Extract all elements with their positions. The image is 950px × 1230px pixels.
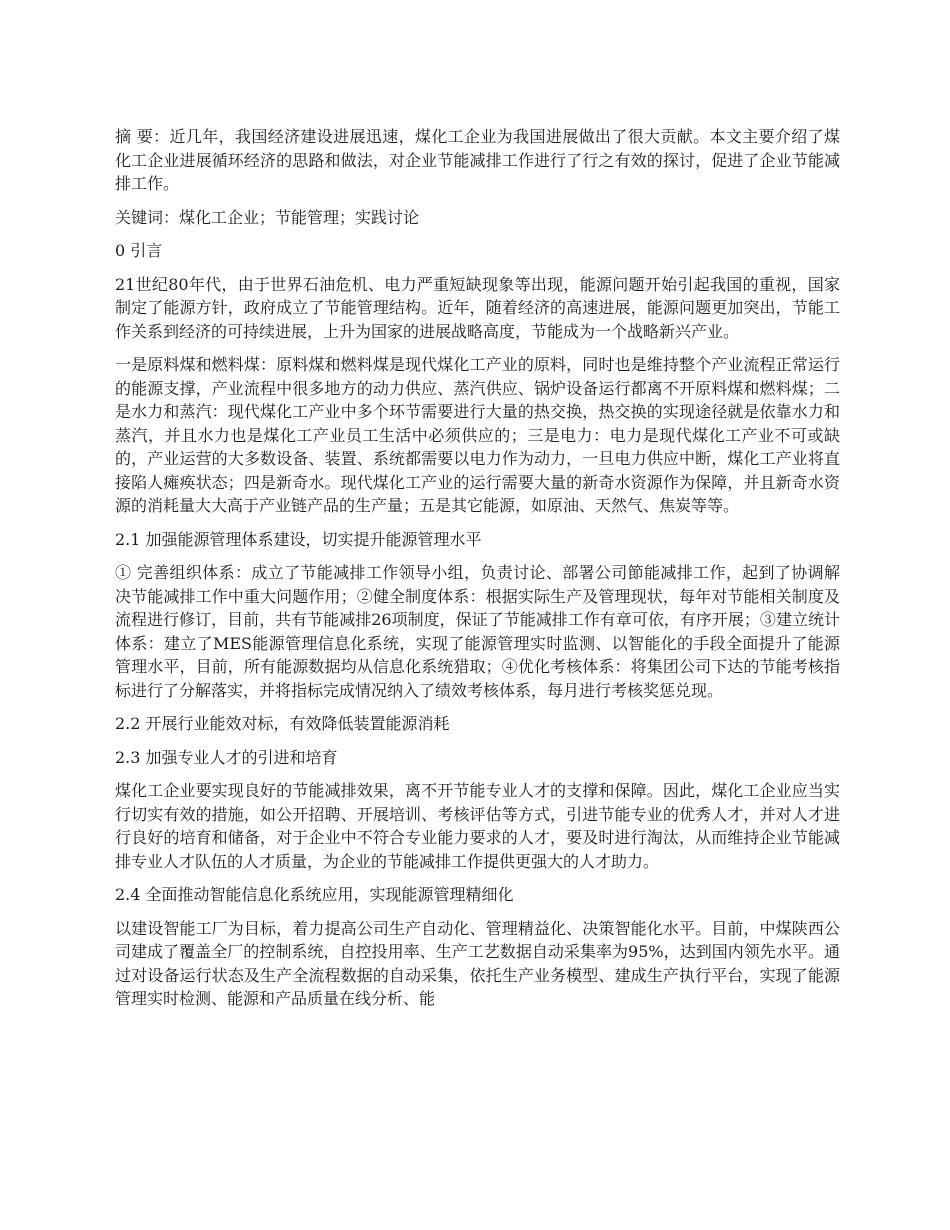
section-2-3-paragraph: 煤化工企业要实现良好的节能减排效果，离不开节能专业人才的支撑和保障。因此，煤化工企业应当实行切实有效的措施，如公开招聘、开展培训、考核评估等方式，引进节能专业的优秀人才，并对人才进行良好的培育和储备，对于企业中不符合专业能力要求的人才，要及时进行淘汰，从而维持企业节能减排专业人才队伍的人才质量，为企业的节能减排工作提供更强大的人才助力。: [115, 781, 840, 871]
section-0-title: 0 引言: [115, 241, 163, 260]
section-2-2-title: 2.2 开展行业能效对标，有效降低装置能源消耗: [115, 714, 450, 733]
energy-paragraph: 一是原料煤和燃料煤：原料煤和燃料煤是现代煤化工产业的原料，同时也是维持整个产业流程正常运行的能源支撑，产业流程中很多地方的动力供应、蒸汽供应、锅炉设备运行都离不开原料煤和燃料煤；二是水力和蒸汽：现代煤化工产业中多个环节需要进行大量的热交换，热交换的实现途径就是依靠水力和蒸汽，并且水力也是煤化工产业员工生活中必须供应的；三是电力：电力是现代煤化工产业不可或缺的，产业运营的大多数设备、装置、系统都需要以电力作为动力，一旦电力供应中断，煤化工产业将直接陷人瘫痪状态；四是新奇水。现代煤化工产业的运行需要大量的新奇水资源作为保障，并且新奇水资源的消耗量大大高于产业链产品的生产量；五是其它能源，如原油、天然气、焦炭等等。: [115, 355, 840, 515]
abstract: 摘 要：近几年，我国经济建设进展迅速，煤化工企业为我国进展做出了很大贡献。本文主要介绍了煤化工企业进展循环经济的思路和做法，对企业节能减排工作进行了行之有效的探讨，促进了企业节能减排工作。: [115, 127, 840, 193]
section-2-4-paragraph: 以建设智能工厂为目标，着力提高公司生产自动化、管理精益化、决策智能化水平。目前，中煤陕西公司建成了覆盖全厂的控制系统，自控投用率、生产工艺数据自动采集率为95%，达到国内领先水平。通过对设备运行状态及生产全流程数据的自动采集，依托生产业务模型、建成生产执行平台，实现了能源管理实时检测、能源和产品质量在线分析、能: [115, 918, 840, 1008]
section-2-1-paragraph: ① 完善组织体系：成立了节能减排工作领导小组，负责讨论、部署公司節能减排工作，起到了协调解决节能减排工作中重大问题作用；②健全制度体系：根据实际生产及管理现状，每年对节能相关制度及流程进行修订，目前，共有节能减排26项制度，保证了节能减排工作有章可依，有序开展；③建立统计体系：建立了MES能源管理信息化系统，实现了能源管理实时监测、以智能化的手段全面提升了能源管理水平，目前，所有能源数据均从信息化系统猎取；④优化考核体系：将集团公司下达的节能考核指标进行了分解落实，并将指标完成情况纳入了绩效考核体系，每月进行考核奖惩兑现。: [115, 563, 840, 700]
document-body: [115, 125, 840, 1021]
intro-paragraph: 21世纪80年代，由于世界石油危机、电力严重短缺现象等出现，能源问题开始引起我国的重视，国家制定了能源方针，政府成立了节能管理结构。近年，随着经济的高速进展，能源问题更加突出，节能工作关系到经济的可持续进展，上升为国家的进展战略高度，节能成为一个战略新兴产业。: [115, 274, 840, 341]
keywords: 关键词：煤化工企业；节能管理；实践讨论: [115, 207, 420, 227]
section-2-1-title: 2.1 加强能源管理体系建设，切实提升能源管理水平: [115, 529, 482, 549]
section-2-4-title: 2.4 全面推动智能信息化系统应用，实现能源管理精细化: [115, 885, 514, 904]
section-2-3-title: 2.3 加强专业人才的引进和培育: [115, 747, 338, 767]
